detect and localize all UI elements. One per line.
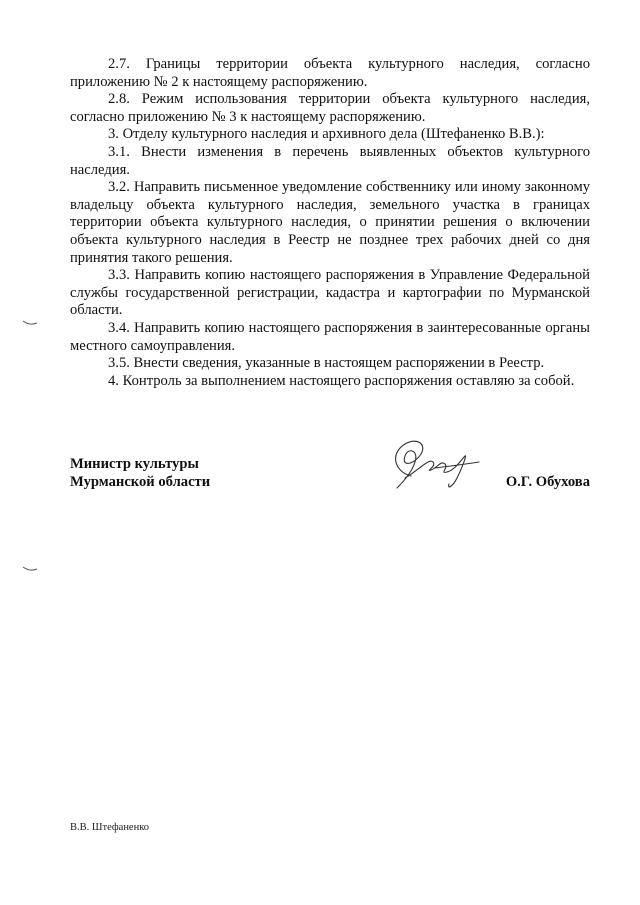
- signer-position-line-1: Министр культуры: [70, 456, 199, 472]
- signer-name: О.Г. Обухова: [505, 474, 590, 490]
- scan-mark-icon: [22, 320, 38, 326]
- document-body: [70, 56, 590, 390]
- signer-position: [70, 456, 210, 491]
- paragraph-3-2: 3.2. Направить письменное уведомление собственнику или иному законному владельцу объекта культурного наследия, земельного участка в границах территории объекта культурного наследия, о принятии решения о включении объекта культурного наследия в Реестр не позднее трех рабочих дней со дня принятия такого решения.: [70, 179, 590, 266]
- scan-mark-icon: [22, 566, 38, 572]
- paragraph-3-1: 3.1. Внести изменения в перечень выявленных объектов культурного наследия.: [70, 143, 590, 178]
- signer-position-line-2: Мурманской области: [70, 473, 211, 490]
- paragraph-2-7: 2.7. Границы территории объекта культурного наследия, согласно приложению № 2 к настоящему распоряжению.: [70, 56, 590, 90]
- handwritten-signature-icon: [375, 432, 485, 496]
- paragraph-4: 4. Контроль за выполнением настоящего распоряжения оставляю за собой.: [108, 372, 575, 389]
- paragraph-3-4: 3.4. Направить копию настоящего распоряжения в заинтересованные органы местного самоуправления.: [70, 319, 590, 354]
- paragraph-3-3: 3.3. Направить копию настоящего распоряжения в Управление Федеральной службы государственной регистрации, кадастра и картографии по Мурманской области.: [70, 267, 590, 319]
- paragraph-3: 3. Отделу культурного наследия и архивного дела (Штефаненко В.В.):: [108, 126, 545, 143]
- executor-footer: В.В. Штефаненко: [70, 822, 150, 833]
- signature-block: [70, 456, 590, 500]
- paragraph-2-8: 2.8. Режим использования территории объекта культурного наследия, согласно приложению № 3 к настоящему распоряжению.: [70, 91, 590, 125]
- paragraph-3-5: 3.5. Внести сведения, указанные в настоящем распоряжении в Реестр.: [108, 355, 545, 372]
